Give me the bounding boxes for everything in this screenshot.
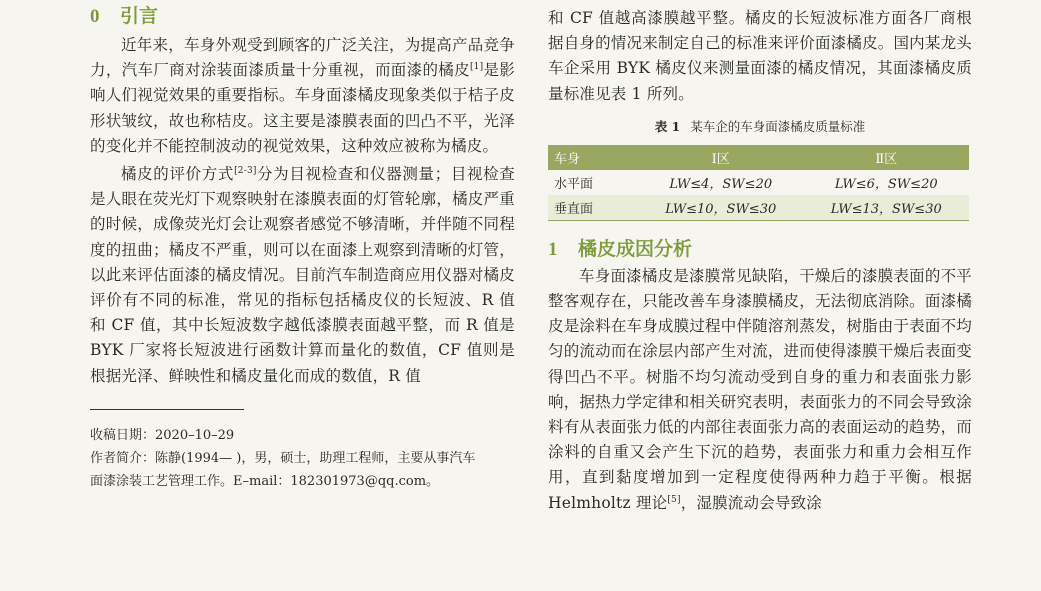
paragraph-text: 是影响人们视觉效果的重要指标。车身面漆橘皮现象类似于桔子皮形状皱纹，故也称桔皮。这主要是漆膜表面的凹凸不平，光泽的变化并不能控制波动的视觉效果，这种效应被称为橘皮。 xyxy=(90,61,515,155)
paragraph-evaluation xyxy=(90,162,515,389)
table-cell: 垂直面 xyxy=(548,195,638,221)
right-column xyxy=(548,0,972,516)
section-heading-1 xyxy=(548,237,972,262)
paragraph-text: 近年来，车身外观受到顾客的广泛关注，为提高产品竞争力，汽车厂商对涂装面漆质量十分重视，而面漆的橘皮 xyxy=(90,36,515,80)
paragraph-text: 橘皮的评价方式 xyxy=(121,165,235,184)
left-column xyxy=(90,0,515,493)
section-number: 0 xyxy=(90,6,100,27)
section-number: 1 xyxy=(548,238,558,260)
table-cell: LW≤10，SW≤30 xyxy=(638,195,804,221)
table-caption xyxy=(548,117,972,135)
table-cell: LW≤4，SW≤20 xyxy=(669,176,773,192)
table-cell: LW≤13，SW≤30 xyxy=(804,195,970,221)
citation[interactable]: [5] xyxy=(667,494,681,505)
table-header-cell: 车身 xyxy=(548,145,638,170)
author-info-line-1: 作者简介：陈静(1994— )，男，硕士，助理工程师，主要从事汽车 xyxy=(90,450,476,466)
paragraph-intro xyxy=(90,33,515,159)
paragraph-text: ，湿膜流动会导致涂 xyxy=(680,493,823,512)
section-title: 橘皮成因分析 xyxy=(578,237,693,260)
table-header-cell: Ⅱ区 xyxy=(804,145,970,170)
paragraph-text: 车身面漆橘皮是漆膜常见缺陷，干燥后的漆膜表面的不平整客观存在，只能改善车身漆膜橘皮，无法彻底消除。面漆橘皮是涂料在车身成膜过程中伴随溶剂蒸发，树脂由于表面不均匀的流动而在涂层内部产生对流，进而使得漆膜干燥后表面变得凹凸不平。树脂不均匀流动受到自身的重力和表面张力影响，据热力学定律和相关研究表明，表面张力的不同会导致涂料有从表面张力低的内部往表面张力高的表面运动的趋势，而涂料的自重又会产生下沉的趋势，表面张力和重力会相互作用，直到黏度增加到一定程度使得两种力趋于平衡。根据 Helmholtz 理论 xyxy=(548,266,972,512)
table-cell: 水平面 xyxy=(554,176,594,192)
table-row xyxy=(548,195,969,221)
table-row xyxy=(548,170,969,195)
author-info-line-2: 面漆涂装工艺管理工作。E–mail：182301973@qq.com。 xyxy=(90,473,440,489)
section-heading-0 xyxy=(90,4,515,29)
paragraph-continued: 和 CF 值越高漆膜越平整。橘皮的长短波标准方面各厂商根据自身的情况来制定自己的标准来评价面漆橘皮。国内某龙头车企采用 BYK 橘皮仪来测量面漆的橘皮情况，其面漆橘皮质量标准见表 1 所列。 xyxy=(548,9,972,103)
table-header-cell: Ⅰ区 xyxy=(638,145,804,170)
paragraph-text: 分为目视检查和仪器测量；目视检查是人眼在荧光灯下观察映射在漆膜表面的灯管轮廓，橘皮严重的时候，成像荧光灯会让观察者感觉不够清晰，并伴随不同程度的扭曲；橘皮不严重，则可以在面漆上观察到清晰的灯管，以此来评估面漆的橘皮情况。目前汽车制造商应用仪器对橘皮评价有不同的标准，常见的指标包括橘皮仪的长短波、R 值和 CF 值，其中长短波数字越低漆膜表面越平整，而 R 值是 BYK 厂家将长短波进行函数计算而量化的数值，CF 值则是根据光泽、鲜映性和橘皮量化而成的数值，R 值 xyxy=(90,165,515,385)
paragraph-causes xyxy=(548,264,972,516)
citation[interactable]: [2-3] xyxy=(234,165,257,176)
citation[interactable]: [1] xyxy=(469,62,484,73)
received-date: 收稿日期：2020–10–29 xyxy=(90,427,235,443)
footnote-divider xyxy=(90,409,244,410)
table-label: 表 1 xyxy=(654,118,681,134)
table-title: 某车企的车身面漆橘皮质量标准 xyxy=(690,118,866,134)
table-header-row xyxy=(548,145,969,170)
section-title: 引言 xyxy=(120,5,159,27)
table-cell: LW≤6，SW≤20 xyxy=(834,176,938,192)
quality-standard-table xyxy=(548,145,969,221)
